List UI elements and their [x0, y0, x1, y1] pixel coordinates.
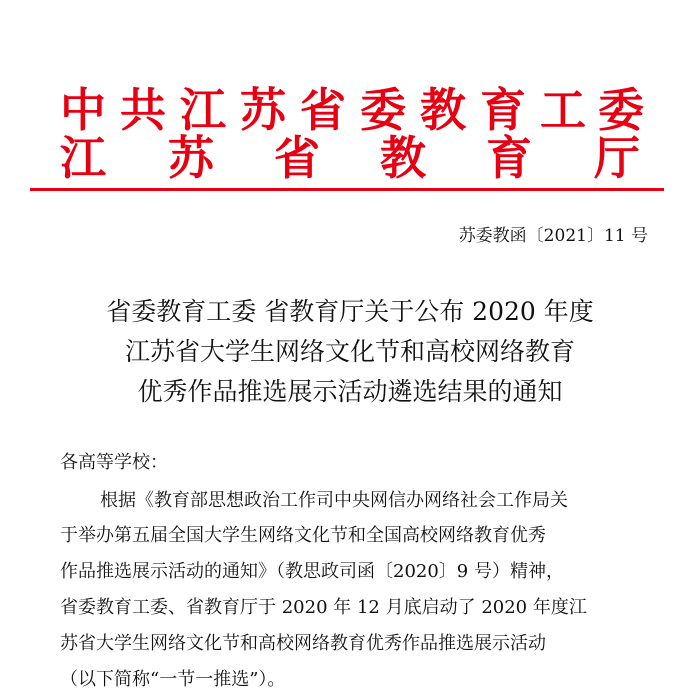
header-char: 江 [180, 83, 226, 137]
header-char: 教 [380, 131, 426, 185]
body-line: 于举办第五届全国大学生网络文化节和全国高校网络教育优秀 [60, 525, 546, 546]
header-char: 省 [274, 131, 320, 185]
title-line-1: 省委教育工委 省教育厅关于公布 2020 年度 [106, 297, 594, 326]
header-char: 教 [420, 83, 466, 137]
title-line-3: 优秀作品推选展示活动遴选结果的通知 [137, 377, 563, 406]
document-number: 苏委教函〔2021〕11 号 [458, 226, 648, 246]
header-char: 厅 [594, 131, 640, 185]
header-char: 省 [300, 83, 346, 137]
header-char: 共 [120, 83, 166, 137]
header-char: 工 [540, 83, 586, 137]
title-line-2: 江苏省大学生网络文化节和高校网络教育 [124, 337, 575, 366]
header-char: 江 [60, 131, 106, 185]
red-divider [30, 188, 664, 191]
body-line: 根据《教育部思想政治工作司中央网信办网络社会工作局关 [100, 490, 568, 511]
header-char: 育 [480, 83, 526, 137]
body-line: （以下简称“一节一推选”）。 [60, 669, 286, 690]
header-char: 育 [486, 131, 532, 185]
header-char: 委 [360, 83, 406, 137]
header-line-2 [0, 128, 700, 188]
body-line: 省委教育工委、省教育厅于 2020 年 12 月底启动了 2020 年度江 [60, 597, 587, 618]
salutation: 各高等学校： [60, 452, 168, 473]
body-line: 苏省大学生网络文化节和高校网络教育优秀作品推选展示活动 [60, 633, 546, 654]
header-char: 委 [598, 83, 644, 137]
body-line: 作品推选展示活动的通知》（教思政司函〔2020〕9 号）精神， [60, 561, 564, 582]
header-char: 苏 [240, 83, 286, 137]
header-char: 苏 [168, 131, 214, 185]
header-char: 中 [60, 83, 106, 137]
